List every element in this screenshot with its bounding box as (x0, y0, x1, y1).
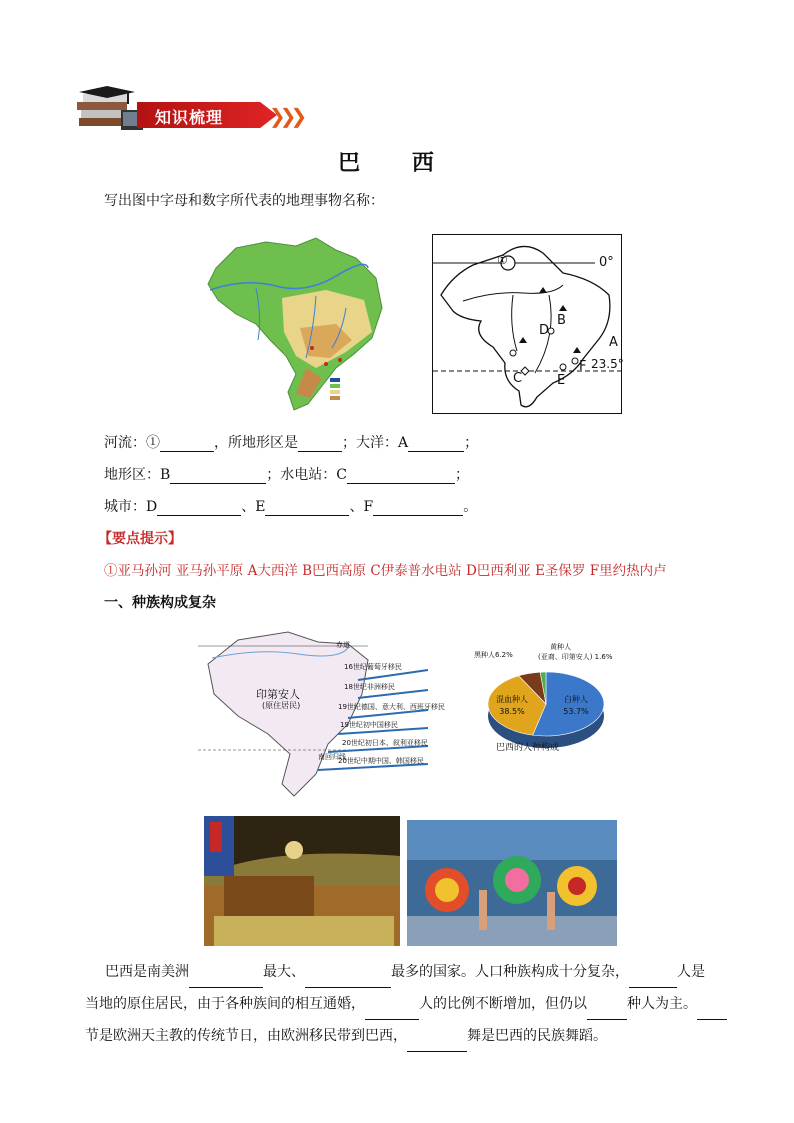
paragraph-line-1 (85, 956, 725, 988)
pie-data-label: 白种人 (564, 695, 588, 704)
paragraph-line-2 (85, 988, 725, 1020)
question-city (104, 498, 477, 516)
q1-text-b: ，所地形区是 (214, 435, 298, 451)
p2-text-c: 种人为主。 (627, 996, 697, 1012)
hint-answer: ①亚马孙河 亚马孙平原 A大西洋 B巴西高原 C伊泰普水电站 D巴西利亚 E圣保罗 F里约热内卢 (104, 563, 667, 579)
question-river (104, 434, 478, 452)
brazil-topographic-map (196, 228, 392, 414)
pie-data-label: 混血种人 (496, 695, 528, 704)
answer-blank[interactable] (189, 973, 263, 988)
answer-blank[interactable] (365, 1005, 419, 1020)
answer-blank[interactable] (305, 973, 391, 988)
section-banner (77, 84, 302, 134)
photo-image (204, 816, 400, 946)
q1-text-c: ；大洋：A (342, 435, 409, 451)
equator-tag: 赤道 (336, 641, 350, 649)
question-landform (104, 466, 469, 484)
brazil-sketch-map (432, 234, 622, 414)
pie-callout-yellow-b: (亚裔、印第安人) 1.6% (538, 653, 613, 661)
sketch-map-drawing (433, 235, 621, 413)
label-E: E (557, 373, 566, 388)
q1-text-d: ； (464, 435, 479, 451)
migration-label: 19世纪初中国移民 (340, 721, 398, 729)
p1-text-d: 人是 (677, 964, 705, 980)
label-F: F (579, 359, 587, 374)
hint-title: 【要点提示】 (98, 531, 182, 547)
pie-data-label: 38.5% (499, 707, 525, 716)
p2-text-a: 当地的原住居民，由于各种族间的相互通婚， (85, 996, 365, 1012)
answer-blank[interactable] (407, 1037, 467, 1052)
p2-text-b: 人的比例不断增加，但仍以 (419, 996, 587, 1012)
indian-label: 印第安人 (256, 688, 300, 701)
p1-text-a: 巴西是南美洲 (105, 964, 189, 980)
q3-text-a: 城市：D (104, 499, 158, 515)
pie-data-label: 53.7% (563, 707, 589, 716)
instruction-text: 写出图中字母和数字所代表的地理事物名称： (104, 193, 384, 209)
answer-blank[interactable] (347, 469, 455, 484)
migration-label: 20世纪初日本、叙利亚移民 (342, 739, 428, 747)
answer-blank[interactable] (629, 973, 677, 988)
answer-blank[interactable] (157, 501, 241, 516)
pie-caption: 巴西的人种构成 (496, 743, 560, 753)
pie-callout-yellow-a: 黄种人 (550, 643, 571, 651)
q2-text-c: ； (455, 467, 470, 483)
migration-label: 20世纪中期中国、韩国移民 (338, 757, 424, 765)
q2-text-a: 地形区：B (104, 467, 171, 483)
books-icon (77, 84, 147, 134)
migration-label: 16世纪葡萄牙移民 (344, 663, 402, 671)
answer-blank[interactable] (170, 469, 266, 484)
answer-blank[interactable] (697, 1005, 727, 1020)
label-tropic: 23.5° (591, 357, 624, 371)
q1-text-a: 河流：① (104, 435, 160, 451)
p3-text-a: 节是欧洲天主教的传统节日，由欧洲移民带到巴西， (85, 1028, 407, 1044)
p3-text-b: 舞是巴西的民族舞蹈。 (467, 1028, 607, 1044)
chevron-right-icon: ❯❯❯ (269, 104, 302, 128)
paragraph-line-3 (85, 1020, 725, 1052)
q3-text-d: 。 (463, 499, 478, 515)
label-A: A (609, 335, 618, 350)
migration-label: 18世纪非洲移民 (344, 683, 395, 691)
photo-image (407, 820, 617, 946)
section-heading: 一、种族构成复杂 (104, 595, 216, 611)
label-river-1: ① (497, 253, 508, 267)
festival-photo-parade (204, 816, 400, 946)
festival-photo-dancers (407, 820, 617, 946)
label-equator: 0° (599, 255, 614, 270)
ethnic-composition-figure (198, 624, 618, 800)
banner-label: 知识梳理 (155, 108, 224, 127)
answer-blank[interactable] (265, 501, 349, 516)
answer-blank[interactable] (373, 501, 463, 516)
q3-text-b: 、E (241, 499, 266, 515)
q3-text-c: 、F (349, 499, 374, 515)
answer-blank[interactable] (160, 437, 214, 452)
label-C: C (513, 371, 523, 386)
label-D: D (539, 323, 550, 338)
pie-callout-black: 黑种人6.2% (474, 651, 513, 659)
page-title: 巴 西 (338, 150, 456, 176)
migration-label: 19世纪德国、意大利、西班牙移民 (338, 703, 445, 711)
answer-blank[interactable] (408, 437, 464, 452)
answer-blank[interactable] (587, 1005, 627, 1020)
tropic-tag: 南回归线 (318, 753, 346, 761)
fill-in-paragraph (85, 956, 725, 1052)
indian-sub: (原住居民) (262, 701, 301, 710)
migration-map (198, 624, 458, 800)
answer-blank[interactable] (298, 437, 342, 452)
q2-text-b: ；水电站：C (266, 467, 348, 483)
p1-text-b: 最大、 (263, 964, 305, 980)
p1-text-c: 最多的国家。人口种族构成十分复杂， (391, 964, 629, 980)
label-B: B (557, 313, 566, 328)
